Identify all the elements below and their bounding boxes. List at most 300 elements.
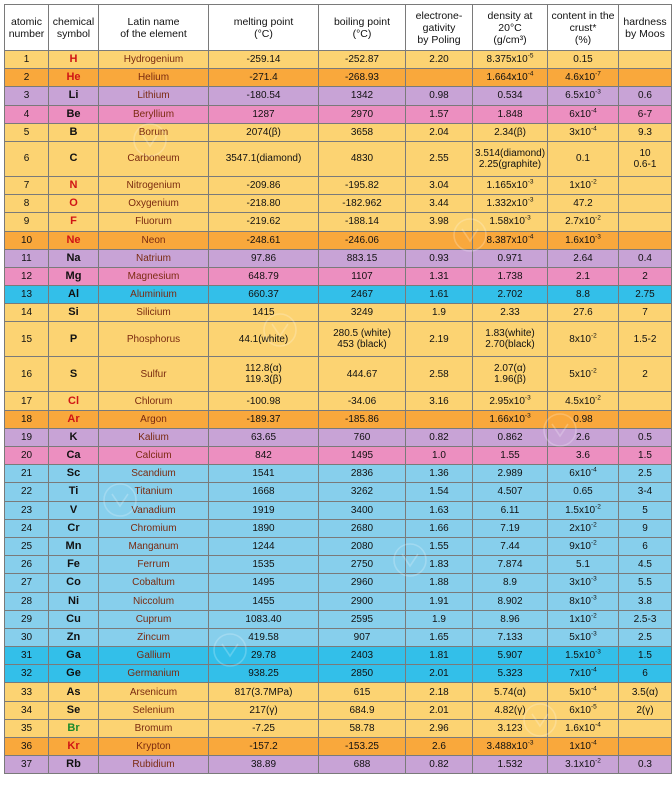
- density-cell: 1.83(white) 2.70(black): [473, 322, 548, 357]
- latin-name-cell: Germanium: [99, 665, 209, 683]
- boiling-point-cell: 280.5 (white) 453 (black): [319, 322, 406, 357]
- hardness-cell: 0.4: [619, 249, 672, 267]
- atomic-number-cell: 28: [5, 592, 49, 610]
- atomic-number-cell: 25: [5, 537, 49, 555]
- hardness-cell: 2: [619, 357, 672, 392]
- crust-content-cell: 0.65: [548, 483, 619, 501]
- density-cell: 1.55: [473, 447, 548, 465]
- symbol-cell: Cr: [49, 519, 99, 537]
- element-row: [5, 501, 672, 519]
- latin-name-cell: Borum: [99, 123, 209, 141]
- symbol-cell: Ti: [49, 483, 99, 501]
- latin-name-cell: Argon: [99, 410, 209, 428]
- hardness-cell: [619, 738, 672, 756]
- melting-point-cell: 842: [209, 447, 319, 465]
- atomic-number-cell: 37: [5, 756, 49, 774]
- boiling-point-cell: 2595: [319, 610, 406, 628]
- boiling-point-cell: 3658: [319, 123, 406, 141]
- electronegativity-cell: 1.9: [406, 610, 473, 628]
- element-row: [5, 665, 672, 683]
- boiling-point-cell: 2467: [319, 286, 406, 304]
- latin-name-cell: Carboneum: [99, 141, 209, 176]
- element-row: [5, 105, 672, 123]
- atomic-number-cell: 3: [5, 87, 49, 105]
- boiling-point-cell: -268.93: [319, 69, 406, 87]
- atomic-number-cell: 32: [5, 665, 49, 683]
- latin-name-cell: Sulfur: [99, 357, 209, 392]
- elements-table: [4, 4, 672, 774]
- electronegativity-cell: 3.16: [406, 392, 473, 410]
- element-row: [5, 592, 672, 610]
- electronegativity-cell: 1.31: [406, 267, 473, 285]
- symbol-cell: Sc: [49, 465, 99, 483]
- density-cell: $8.387x10^{-4}$: [473, 231, 548, 249]
- melting-point-cell: 217(γ): [209, 701, 319, 719]
- element-row: [5, 322, 672, 357]
- element-row: [5, 701, 672, 719]
- melting-point-cell: 938.25: [209, 665, 319, 683]
- crust-content-cell: $9x10^{-2}$: [548, 537, 619, 555]
- electronegativity-cell: 1.0: [406, 447, 473, 465]
- boiling-point-cell: 615: [319, 683, 406, 701]
- electronegativity-cell: 2.04: [406, 123, 473, 141]
- density-cell: 2.07(α) 1.96(β): [473, 357, 548, 392]
- element-row: [5, 556, 672, 574]
- density-cell: $8.375x10^{-5}$: [473, 51, 548, 69]
- symbol-cell: Ne: [49, 231, 99, 249]
- electronegativity-cell: 2.01: [406, 701, 473, 719]
- symbol-cell: Kr: [49, 738, 99, 756]
- element-row: [5, 519, 672, 537]
- latin-name-cell: Kalium: [99, 428, 209, 446]
- element-row: [5, 465, 672, 483]
- electronegativity-cell: 2.20: [406, 51, 473, 69]
- electronegativity-cell: [406, 231, 473, 249]
- boiling-point-cell: 2970: [319, 105, 406, 123]
- density-cell: $1.664x10^{-4}$: [473, 69, 548, 87]
- element-row: [5, 69, 672, 87]
- atomic-number-cell: 12: [5, 267, 49, 285]
- crust-content-cell: $6x10^{-5}$: [548, 701, 619, 719]
- hardness-cell: [619, 231, 672, 249]
- symbol-cell: H: [49, 51, 99, 69]
- crust-content-cell: $1x10^{-2}$: [548, 176, 619, 194]
- element-row: [5, 249, 672, 267]
- boiling-point-cell: -252.87: [319, 51, 406, 69]
- symbol-cell: Ar: [49, 410, 99, 428]
- crust-content-cell: 0.1: [548, 141, 619, 176]
- hardness-cell: 0.3: [619, 756, 672, 774]
- atomic-number-cell: 19: [5, 428, 49, 446]
- latin-name-cell: Niccolum: [99, 592, 209, 610]
- element-row: [5, 410, 672, 428]
- element-row: [5, 537, 672, 555]
- symbol-cell: Ca: [49, 447, 99, 465]
- latin-name-cell: Vanadium: [99, 501, 209, 519]
- crust-content-cell: $2x10^{-2}$: [548, 519, 619, 537]
- element-row: [5, 176, 672, 194]
- atomic-number-cell: 6: [5, 141, 49, 176]
- density-cell: 7.44: [473, 537, 548, 555]
- melting-point-cell: -219.62: [209, 213, 319, 231]
- crust-content-cell: 5.1: [548, 556, 619, 574]
- atomic-number-cell: 30: [5, 628, 49, 646]
- symbol-cell: S: [49, 357, 99, 392]
- symbol-cell: He: [49, 69, 99, 87]
- atomic-number-cell: 27: [5, 574, 49, 592]
- melting-point-cell: 38.89: [209, 756, 319, 774]
- crust-content-cell: $6.5x10^{-3}$: [548, 87, 619, 105]
- melting-point-cell: -248.61: [209, 231, 319, 249]
- hardness-cell: 3-4: [619, 483, 672, 501]
- latin-name-cell: Fluorum: [99, 213, 209, 231]
- density-cell: 3.123: [473, 719, 548, 737]
- hardness-cell: 2.5-3: [619, 610, 672, 628]
- boiling-point-cell: -246.06: [319, 231, 406, 249]
- latin-name-cell: Oxygenium: [99, 195, 209, 213]
- hardness-cell: 2(γ): [619, 701, 672, 719]
- crust-content-cell: $1x10^{-4}$: [548, 738, 619, 756]
- hardness-cell: 1.5-2: [619, 322, 672, 357]
- latin-name-cell: Rubidium: [99, 756, 209, 774]
- hardness-cell: 3.8: [619, 592, 672, 610]
- crust-content-cell: 2.1: [548, 267, 619, 285]
- crust-content-cell: $4.5x10^{-2}$: [548, 392, 619, 410]
- atomic-number-cell: 20: [5, 447, 49, 465]
- symbol-cell: P: [49, 322, 99, 357]
- crust-content-cell: $2.7x10^{-2}$: [548, 213, 619, 231]
- atomic-number-cell: 35: [5, 719, 49, 737]
- electronegativity-cell: 1.36: [406, 465, 473, 483]
- latin-name-cell: Manganum: [99, 537, 209, 555]
- atomic-number-cell: 2: [5, 69, 49, 87]
- boiling-point-cell: 1107: [319, 267, 406, 285]
- electronegativity-cell: 1.81: [406, 647, 473, 665]
- melting-point-cell: 1668: [209, 483, 319, 501]
- density-cell: $1.58x10^{-3}$: [473, 213, 548, 231]
- latin-name-cell: Neon: [99, 231, 209, 249]
- boiling-point-cell: 444.67: [319, 357, 406, 392]
- crust-content-cell: $4.6x10^{-7}$: [548, 69, 619, 87]
- element-row: [5, 683, 672, 701]
- symbol-cell: N: [49, 176, 99, 194]
- element-row: [5, 738, 672, 756]
- density-cell: 3.514(diamond) 2.25(graphite): [473, 141, 548, 176]
- atomic-number-cell: 8: [5, 195, 49, 213]
- electronegativity-cell: [406, 410, 473, 428]
- boiling-point-cell: 3249: [319, 304, 406, 322]
- symbol-cell: Cl: [49, 392, 99, 410]
- electronegativity-cell: 2.58: [406, 357, 473, 392]
- symbol-cell: Na: [49, 249, 99, 267]
- density-cell: $1.66x10^{-3}$: [473, 410, 548, 428]
- boiling-point-cell: 2680: [319, 519, 406, 537]
- crust-content-cell: 3.6: [548, 447, 619, 465]
- symbol-cell: Co: [49, 574, 99, 592]
- melting-point-cell: 1415: [209, 304, 319, 322]
- electronegativity-cell: 2.18: [406, 683, 473, 701]
- atomic-number-cell: 23: [5, 501, 49, 519]
- density-cell: 1.532: [473, 756, 548, 774]
- latin-name-cell: Calcium: [99, 447, 209, 465]
- boiling-point-cell: 3262: [319, 483, 406, 501]
- hardness-cell: 1.5: [619, 447, 672, 465]
- electronegativity-cell: 3.44: [406, 195, 473, 213]
- density-cell: 0.971: [473, 249, 548, 267]
- boiling-point-cell: 2403: [319, 647, 406, 665]
- header-crust-content: content in the crust* (%): [548, 5, 619, 51]
- crust-content-cell: $6x10^{-4}$: [548, 105, 619, 123]
- density-cell: 2.34(β): [473, 123, 548, 141]
- boiling-point-cell: 883.15: [319, 249, 406, 267]
- header-latin-name: Latin name of the element: [99, 5, 209, 51]
- element-row: [5, 123, 672, 141]
- boiling-point-cell: 684.9: [319, 701, 406, 719]
- boiling-point-cell: -195.82: [319, 176, 406, 194]
- hardness-cell: 9: [619, 519, 672, 537]
- density-cell: $3.488x10^{-3}$: [473, 738, 548, 756]
- atomic-number-cell: 5: [5, 123, 49, 141]
- melting-point-cell: -157.2: [209, 738, 319, 756]
- atomic-number-cell: 9: [5, 213, 49, 231]
- boiling-point-cell: 2750: [319, 556, 406, 574]
- latin-name-cell: Selenium: [99, 701, 209, 719]
- density-cell: $2.95x10^{-3}$: [473, 392, 548, 410]
- atomic-number-cell: 31: [5, 647, 49, 665]
- hardness-cell: 5: [619, 501, 672, 519]
- header-atomic-number: atomic number: [5, 5, 49, 51]
- atomic-number-cell: 17: [5, 392, 49, 410]
- melting-point-cell: 3547.1(diamond): [209, 141, 319, 176]
- electronegativity-cell: 1.9: [406, 304, 473, 322]
- boiling-point-cell: 1495: [319, 447, 406, 465]
- electronegativity-cell: 1.63: [406, 501, 473, 519]
- symbol-cell: Rb: [49, 756, 99, 774]
- melting-point-cell: -180.54: [209, 87, 319, 105]
- melting-point-cell: 660.37: [209, 286, 319, 304]
- electronegativity-cell: 0.98: [406, 87, 473, 105]
- hardness-cell: 2.5: [619, 628, 672, 646]
- latin-name-cell: Chromium: [99, 519, 209, 537]
- crust-content-cell: $7x10^{-4}$: [548, 665, 619, 683]
- latin-name-cell: Chlorum: [99, 392, 209, 410]
- latin-name-cell: Ferrum: [99, 556, 209, 574]
- hardness-cell: 9.3: [619, 123, 672, 141]
- boiling-point-cell: 907: [319, 628, 406, 646]
- melting-point-cell: -209.86: [209, 176, 319, 194]
- crust-content-cell: $5x10^{-3}$: [548, 628, 619, 646]
- latin-name-cell: Magnesium: [99, 267, 209, 285]
- crust-content-cell: 47.2: [548, 195, 619, 213]
- melting-point-cell: 1919: [209, 501, 319, 519]
- hardness-cell: [619, 51, 672, 69]
- melting-point-cell: -189.37: [209, 410, 319, 428]
- symbol-cell: O: [49, 195, 99, 213]
- symbol-cell: Ni: [49, 592, 99, 610]
- symbol-cell: Cu: [49, 610, 99, 628]
- latin-name-cell: Silicium: [99, 304, 209, 322]
- electronegativity-cell: 1.91: [406, 592, 473, 610]
- boiling-point-cell: -34.06: [319, 392, 406, 410]
- atomic-number-cell: 1: [5, 51, 49, 69]
- element-row: [5, 231, 672, 249]
- symbol-cell: Ge: [49, 665, 99, 683]
- atomic-number-cell: 34: [5, 701, 49, 719]
- symbol-cell: F: [49, 213, 99, 231]
- hardness-cell: 10 0.6-1: [619, 141, 672, 176]
- melting-point-cell: 2074(β): [209, 123, 319, 141]
- electronegativity-cell: 1.54: [406, 483, 473, 501]
- electronegativity-cell: 1.65: [406, 628, 473, 646]
- header-melting-point: melting point (°C): [209, 5, 319, 51]
- hardness-cell: [619, 392, 672, 410]
- density-cell: 1.738: [473, 267, 548, 285]
- atomic-number-cell: 18: [5, 410, 49, 428]
- electronegativity-cell: 2.19: [406, 322, 473, 357]
- header-boiling-point: boiling point (°C): [319, 5, 406, 51]
- element-row: [5, 447, 672, 465]
- crust-content-cell: $1.5x10^{-2}$: [548, 501, 619, 519]
- melting-point-cell: 1244: [209, 537, 319, 555]
- symbol-cell: Li: [49, 87, 99, 105]
- melting-point-cell: 1495: [209, 574, 319, 592]
- atomic-number-cell: 21: [5, 465, 49, 483]
- density-cell: 2.33: [473, 304, 548, 322]
- hardness-cell: 2.5: [619, 465, 672, 483]
- boiling-point-cell: 58.78: [319, 719, 406, 737]
- melting-point-cell: 648.79: [209, 267, 319, 285]
- atomic-number-cell: 26: [5, 556, 49, 574]
- electronegativity-cell: 3.04: [406, 176, 473, 194]
- hardness-cell: [619, 719, 672, 737]
- latin-name-cell: Cobaltum: [99, 574, 209, 592]
- electronegativity-cell: 0.82: [406, 756, 473, 774]
- latin-name-cell: Krypton: [99, 738, 209, 756]
- hardness-cell: 7: [619, 304, 672, 322]
- melting-point-cell: 112.8(α) 119.3(β): [209, 357, 319, 392]
- symbol-cell: B: [49, 123, 99, 141]
- latin-name-cell: Cuprum: [99, 610, 209, 628]
- melting-point-cell: -7.25: [209, 719, 319, 737]
- element-row: [5, 628, 672, 646]
- hardness-cell: 0.6: [619, 87, 672, 105]
- element-row: [5, 213, 672, 231]
- boiling-point-cell: 4830: [319, 141, 406, 176]
- hardness-cell: 0.5: [619, 428, 672, 446]
- header-chemical-symbol: chemical symbol: [49, 5, 99, 51]
- element-row: [5, 756, 672, 774]
- atomic-number-cell: 29: [5, 610, 49, 628]
- symbol-cell: C: [49, 141, 99, 176]
- density-cell: 2.989: [473, 465, 548, 483]
- crust-content-cell: 8.8: [548, 286, 619, 304]
- hardness-cell: [619, 410, 672, 428]
- electronegativity-cell: 1.57: [406, 105, 473, 123]
- crust-content-cell: $6x10^{-4}$: [548, 465, 619, 483]
- crust-content-cell: 27.6: [548, 304, 619, 322]
- electronegativity-cell: 3.98: [406, 213, 473, 231]
- melting-point-cell: 1083.40: [209, 610, 319, 628]
- latin-name-cell: Bromum: [99, 719, 209, 737]
- atomic-number-cell: 14: [5, 304, 49, 322]
- latin-name-cell: Titanium: [99, 483, 209, 501]
- element-row: [5, 87, 672, 105]
- density-cell: 7.133: [473, 628, 548, 646]
- melting-point-cell: -259.14: [209, 51, 319, 69]
- atomic-number-cell: 4: [5, 105, 49, 123]
- latin-name-cell: Arsenicum: [99, 683, 209, 701]
- atomic-number-cell: 7: [5, 176, 49, 194]
- density-cell: 2.702: [473, 286, 548, 304]
- symbol-cell: Zn: [49, 628, 99, 646]
- hardness-cell: 6: [619, 537, 672, 555]
- electronegativity-cell: 1.55: [406, 537, 473, 555]
- hardness-cell: 4.5: [619, 556, 672, 574]
- element-row: [5, 195, 672, 213]
- density-cell: $1.332x10^{-3}$: [473, 195, 548, 213]
- element-row: [5, 357, 672, 392]
- atomic-number-cell: 15: [5, 322, 49, 357]
- crust-content-cell: $3x10^{-4}$: [548, 123, 619, 141]
- hardness-cell: [619, 176, 672, 194]
- symbol-cell: Si: [49, 304, 99, 322]
- symbol-cell: Al: [49, 286, 99, 304]
- crust-content-cell: 2.64: [548, 249, 619, 267]
- element-row: [5, 304, 672, 322]
- element-row: [5, 141, 672, 176]
- boiling-point-cell: 2080: [319, 537, 406, 555]
- density-cell: 5.323: [473, 665, 548, 683]
- symbol-cell: Be: [49, 105, 99, 123]
- atomic-number-cell: 33: [5, 683, 49, 701]
- electronegativity-cell: 1.66: [406, 519, 473, 537]
- element-row: [5, 574, 672, 592]
- atomic-number-cell: 11: [5, 249, 49, 267]
- density-cell: 5.907: [473, 647, 548, 665]
- element-row: [5, 647, 672, 665]
- crust-content-cell: $3.1x10^{-2}$: [548, 756, 619, 774]
- latin-name-cell: Hydrogenium: [99, 51, 209, 69]
- hardness-cell: 6: [619, 665, 672, 683]
- symbol-cell: Fe: [49, 556, 99, 574]
- melting-point-cell: -271.4: [209, 69, 319, 87]
- crust-content-cell: $5x10^{-2}$: [548, 357, 619, 392]
- crust-content-cell: 0.15: [548, 51, 619, 69]
- crust-content-cell: $1.6x10^{-4}$: [548, 719, 619, 737]
- crust-content-cell: $8x10^{-2}$: [548, 322, 619, 357]
- melting-point-cell: -100.98: [209, 392, 319, 410]
- crust-content-cell: 2.6: [548, 428, 619, 446]
- density-cell: $1.165x10^{-3}$: [473, 176, 548, 194]
- crust-content-cell: $8x10^{-3}$: [548, 592, 619, 610]
- hardness-cell: [619, 195, 672, 213]
- hardness-cell: [619, 213, 672, 231]
- crust-content-cell: $1.6x10^{-3}$: [548, 231, 619, 249]
- header-row: [5, 5, 672, 51]
- melting-point-cell: 44.1(white): [209, 322, 319, 357]
- boiling-point-cell: 3400: [319, 501, 406, 519]
- density-cell: 8.96: [473, 610, 548, 628]
- melting-point-cell: 1890: [209, 519, 319, 537]
- boiling-point-cell: 1342: [319, 87, 406, 105]
- latin-name-cell: Aluminium: [99, 286, 209, 304]
- electronegativity-cell: 2.6: [406, 738, 473, 756]
- element-row: [5, 51, 672, 69]
- melting-point-cell: 63.65: [209, 428, 319, 446]
- latin-name-cell: Beryllium: [99, 105, 209, 123]
- melting-point-cell: 1535: [209, 556, 319, 574]
- boiling-point-cell: -185.86: [319, 410, 406, 428]
